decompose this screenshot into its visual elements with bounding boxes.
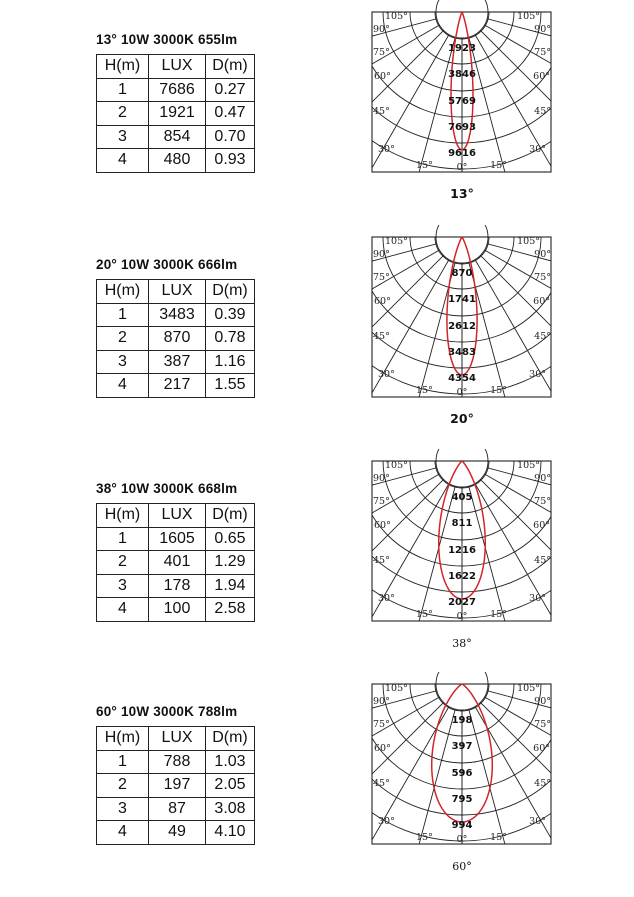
intensity-ring-label: 2027 [448,597,476,608]
table-cell: 1605 [149,527,206,551]
table-cell: 401 [149,551,206,575]
table-cell: 3.08 [206,797,255,821]
angle-label-zero: 0° [456,834,468,845]
column-header: D(m) [206,55,255,79]
angle-label-left: 75° [373,272,390,283]
column-header: D(m) [206,280,255,304]
beam-angle-caption: 60° [452,860,472,873]
polar-radial-line [462,684,634,897]
angle-label-right: 45° [534,555,551,566]
table-cell: 2 [97,102,149,126]
angle-label-zero: 0° [456,387,468,398]
angle-label-right: 30° [529,144,546,155]
intensity-ring-label: 1622 [448,571,476,582]
polar-radial-line [262,12,462,225]
table-cell: 197 [149,774,206,798]
polar-radial-line [116,12,462,212]
polar-distribution-diagram [0,449,634,674]
intensity-ring-label: 2612 [448,321,476,332]
spec-line: 20° 10W 3000K 666lm [96,257,238,272]
table-cell: 4 [97,821,149,845]
intensity-ring-label: 397 [451,741,473,752]
angle-label-right: 15° [490,832,507,843]
angle-label-right: 75° [534,719,551,730]
intensity-ring-label: 596 [451,768,473,779]
angle-label-right: 90° [534,473,551,484]
intensity-ring-label: 9616 [448,148,476,159]
polar-radial-line [462,461,634,674]
angle-label-right: 45° [534,106,551,117]
table-cell: 1.94 [206,574,255,598]
angle-label-left: 90° [373,473,390,484]
table-cell: 1 [97,750,149,774]
table-cell: 217 [149,374,206,398]
intensity-ring-label: 5769 [448,96,476,107]
table-cell: 87 [149,797,206,821]
angle-label-left: 15° [416,609,433,620]
intensity-ring-label: 198 [451,715,473,726]
angle-label-left: 45° [373,555,390,566]
column-header: H(m) [97,504,149,528]
table-cell: 480 [149,149,206,173]
angle-label-left: 45° [373,331,390,342]
angle-label-right: 90° [534,24,551,35]
angle-label-left: 45° [373,106,390,117]
angle-label-right: 90° [534,696,551,707]
intensity-ring-label: 4354 [448,373,476,384]
angle-label-zero: 0° [456,162,468,173]
product-block-2 [0,225,634,450]
angle-label-left: 90° [373,249,390,260]
column-header: H(m) [97,280,149,304]
angle-label-left: 105° [385,11,408,22]
table-cell: 3 [97,797,149,821]
table-cell: 4 [97,374,149,398]
spec-line: 13° 10W 3000K 655lm [96,32,238,47]
angle-label-left: 15° [416,385,433,396]
table-cell: 0.93 [206,149,255,173]
intensity-ring-label: 870 [451,268,473,279]
angle-label-left: 30° [378,144,395,155]
angle-label-left: 60° [374,743,391,754]
polar-radial-line [462,12,634,225]
table-cell: 1 [97,78,149,102]
angle-label-right: 105° [517,236,540,247]
polar-radial-line [116,684,462,884]
table-cell: 0.65 [206,527,255,551]
polar-radial-line [179,237,462,450]
polar-radial-line [462,237,634,450]
polar-radial-line [262,461,462,674]
polar-radial-line [358,237,462,450]
polar-ring [252,0,634,222]
polar-radial-line [462,461,634,674]
polar-radial-line [462,12,634,225]
polar-radial-line [462,684,634,897]
angle-label-zero: 0° [456,611,468,622]
polar-radial-line [116,237,462,437]
table-cell: 0.27 [206,78,255,102]
angle-label-right: 30° [529,593,546,604]
spec-line: 60° 10W 3000K 788lm [96,704,238,719]
angle-label-right: 60° [533,296,550,307]
product-block-3 [0,449,634,674]
table-cell: 2 [97,551,149,575]
angle-label-left: 90° [373,696,390,707]
product-block-4 [0,672,634,897]
polar-radial-line [462,237,566,450]
polar-radial-line [116,461,462,661]
polar-radial-line [179,461,462,674]
angle-label-left: 45° [373,778,390,789]
table-cell: 0.78 [206,327,255,351]
table-cell: 3 [97,125,149,149]
intensity-ring-label: 3846 [448,69,476,80]
intensity-ring-label: 1216 [448,545,476,556]
angle-label-right: 15° [490,160,507,171]
angle-label-left: 60° [374,71,391,82]
table-cell: 2.05 [206,774,255,798]
product-block-1 [0,0,634,225]
intensity-ring-label: 3483 [448,347,476,358]
polar-radial-line [462,684,566,897]
table-cell: 1 [97,303,149,327]
table-cell: 870 [149,327,206,351]
angle-label-right: 75° [534,496,551,507]
angle-label-right: 105° [517,683,540,694]
angle-label-right: 75° [534,47,551,58]
angle-label-right: 30° [529,816,546,827]
angle-label-left: 30° [378,816,395,827]
column-header: LUX [149,55,206,79]
angle-label-left: 75° [373,496,390,507]
table-cell: 1.29 [206,551,255,575]
table-cell: 100 [149,598,206,622]
table-cell: 387 [149,350,206,374]
angle-label-left: 30° [378,369,395,380]
angle-label-right: 15° [490,385,507,396]
column-header: H(m) [97,55,149,79]
table-cell: 49 [149,821,206,845]
table-cell: 2 [97,327,149,351]
angle-label-left: 75° [373,719,390,730]
column-header: H(m) [97,727,149,751]
polar-radial-line [262,237,462,450]
table-cell: 788 [149,750,206,774]
angle-label-right: 90° [534,249,551,260]
angle-label-right: 60° [533,743,550,754]
angle-label-left: 75° [373,47,390,58]
angle-label-right: 30° [529,369,546,380]
table-cell: 1921 [149,102,206,126]
polar-distribution-diagram [0,0,634,225]
table-cell: 1.55 [206,374,255,398]
table-cell: 4 [97,598,149,622]
table-cell: 1.16 [206,350,255,374]
angle-label-right: 60° [533,71,550,82]
beam-angle-caption: 13° [450,186,474,201]
beam-angle-caption: 20° [450,411,474,426]
angle-label-right: 105° [517,11,540,22]
polar-radial-line [358,12,462,225]
column-header: D(m) [206,727,255,751]
angle-label-right: 75° [534,272,551,283]
intensity-ring-label: 405 [451,492,473,503]
angle-label-left: 30° [378,593,395,604]
table-cell: 0.47 [206,102,255,126]
intensity-ring-label: 795 [451,794,473,805]
table-cell: 1.03 [206,750,255,774]
table-cell: 1 [97,527,149,551]
table-cell: 7686 [149,78,206,102]
table-cell: 3 [97,574,149,598]
polar-radial-line [358,684,462,897]
angle-label-left: 60° [374,296,391,307]
column-header: LUX [149,727,206,751]
table-cell: 178 [149,574,206,598]
spec-line: 38° 10W 3000K 668lm [96,481,238,496]
intensity-ring-label: 811 [451,518,473,529]
intensity-ring-label: 1923 [448,43,476,54]
column-header: LUX [149,504,206,528]
table-cell: 2 [97,774,149,798]
angle-label-right: 45° [534,778,551,789]
angle-label-left: 90° [373,24,390,35]
angle-label-left: 60° [374,520,391,531]
polar-ring [252,449,634,671]
table-cell: 3483 [149,303,206,327]
polar-distribution-diagram [0,672,634,897]
polar-radial-line [462,237,634,450]
intensity-ring-label: 1741 [448,294,476,305]
angle-label-right: 105° [517,460,540,471]
polar-distribution-diagram [0,225,634,450]
angle-label-right: 60° [533,520,550,531]
column-header: D(m) [206,504,255,528]
polar-ring [252,225,634,447]
angle-label-left: 105° [385,683,408,694]
angle-label-right: 15° [490,609,507,620]
angle-label-left: 15° [416,832,433,843]
angle-label-left: 105° [385,236,408,247]
beam-angle-caption: 38° [452,637,472,650]
polar-radial-line [262,684,462,897]
polar-radial-line [462,12,566,225]
angle-label-left: 105° [385,460,408,471]
polar-radial-line [179,12,462,225]
intensity-ring-label: 7693 [448,122,476,133]
angle-label-right: 45° [534,331,551,342]
table-cell: 854 [149,125,206,149]
table-cell: 4 [97,149,149,173]
angle-label-left: 15° [416,160,433,171]
table-cell: 4.10 [206,821,255,845]
polar-radial-line [179,684,462,897]
table-cell: 3 [97,350,149,374]
polar-ring [252,672,634,894]
table-cell: 0.70 [206,125,255,149]
table-cell: 0.39 [206,303,255,327]
intensity-ring-label: 994 [451,820,473,831]
table-cell: 2.58 [206,598,255,622]
column-header: LUX [149,280,206,304]
